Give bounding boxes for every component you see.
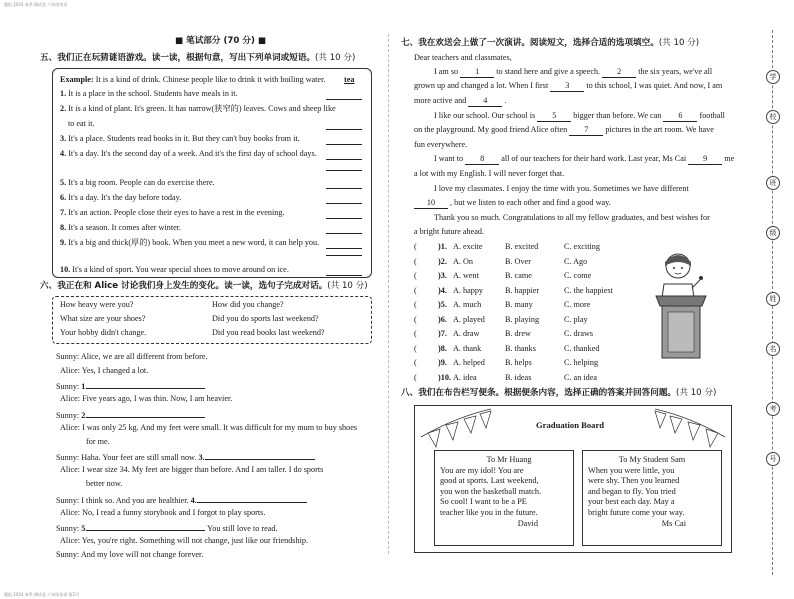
dialogue-answer-blank[interactable] (87, 409, 205, 418)
choice-b[interactable]: B. drew (505, 329, 531, 338)
answer-blank-10[interactable] (326, 266, 362, 276)
passage-blank[interactable]: 7 (569, 125, 603, 136)
s5-item-text: It's a day. It's the day before today. (68, 193, 182, 202)
passage-line (434, 184, 689, 194)
s5-item (60, 238, 319, 248)
dialogue-line (60, 423, 357, 433)
s5-item-text: It is a place in the school. Students have meals in it. (68, 89, 238, 98)
speaker-name: Sunny: (56, 550, 80, 559)
passage-text: football (699, 111, 725, 120)
answer-paren[interactable]: ( (414, 257, 417, 266)
choice-c[interactable]: C. more (564, 300, 591, 309)
dialogue-line (56, 550, 203, 560)
s5-item-number: 5. (60, 178, 67, 187)
example-line: Example: It is a kind of drink. Chinese people like to drink it with boiling water. (60, 75, 326, 84)
answer-paren[interactable]: ( (414, 271, 417, 280)
choice-b[interactable]: B. excited (505, 242, 539, 251)
passage-text: more active and (414, 96, 467, 105)
passage-blank[interactable]: 10 (414, 198, 448, 209)
choice-b[interactable]: B. came (505, 271, 532, 280)
dialogue-answer-blank[interactable] (87, 522, 205, 531)
binding-label: 考 (766, 402, 780, 416)
speaker-name: Alice: (60, 394, 81, 403)
s5-item (60, 134, 300, 144)
speaker-name: Alice: (60, 423, 81, 432)
dialogue-line (60, 465, 323, 475)
dialogue-text: Haha. Your feet are still small now. (81, 453, 197, 462)
dialogue-text: I think so. And you are healthier. (81, 496, 189, 505)
passage-text: bigger than before. We can (573, 111, 662, 120)
s5-item-text: It's a season. It comes after winter. (68, 223, 182, 232)
note1-body-line: good at sports. Last weekend, (440, 476, 539, 486)
s5-item-text: It is a kind of plant. It's green. It has narrow(狭窄的) leaves. Cows and sheep like (68, 104, 336, 113)
s5-item (60, 208, 285, 218)
dialogue-text: Alice, we are all different from before. (80, 352, 208, 361)
s5-item-number: 3. (60, 134, 67, 143)
choice-c[interactable]: C. come (564, 271, 592, 280)
option-sentence[interactable]: How did you change? (212, 300, 284, 309)
dialogue-text: I wear size 34. My feet are bigger than before. And I am taller. I do sports (82, 465, 324, 474)
choice-b[interactable]: B. Over (505, 257, 531, 266)
passage-blank[interactable]: 2 (602, 67, 636, 78)
choice-c[interactable]: C. an idea (564, 373, 597, 382)
s5-item-text: It's a big room. People can do exercise there. (68, 178, 215, 187)
passage-text: I like our school. Our school is (434, 111, 536, 120)
dialogue-line (86, 479, 122, 489)
s5-item-number: 6. (60, 193, 67, 202)
note1-body-line: teacher like you in the future. (440, 508, 538, 518)
dialogue-text: Yes, you're right. Something will not change, just like our friendship. (81, 536, 308, 545)
answer-blank-5[interactable] (326, 179, 362, 189)
note1-body-line: you won the basketball match. (440, 486, 542, 496)
note2-body-line: When you were little, you (588, 465, 675, 475)
section6-heading: 六、我正在和 Alice 讨论我们身上发生的变化。读一读，选句子完成对话。(共 10 分) (40, 281, 368, 291)
passage-text: all of our teachers for their hard work. Last year, Ms Cai (501, 154, 687, 163)
s5-item-text: It's a kind of sport. You wear special shoes to move around on ice. (72, 265, 289, 274)
passage-line (414, 140, 467, 150)
s5-item-number: 4. (60, 149, 67, 158)
dialogue-answer-blank[interactable] (87, 380, 205, 389)
passage-line (434, 111, 725, 122)
passage-line (414, 125, 714, 136)
s5-item (60, 265, 289, 275)
choice-a[interactable]: A. excite (453, 242, 483, 251)
answer-paren[interactable]: ( (414, 286, 417, 295)
dialogue-line (60, 508, 265, 518)
answer-paren[interactable]: ( (414, 242, 417, 251)
s5-item-text: to eat it. (68, 119, 95, 128)
answer-paren[interactable]: ( (414, 329, 417, 338)
note2-to: To My Student Sam (618, 455, 686, 464)
passage-blank[interactable]: 3 (550, 81, 584, 92)
option-sentence[interactable]: Did you read books last weekend? (212, 328, 325, 337)
passage-text: I love my classmates. I enjoy the time with you. Sometimes we have different (434, 184, 689, 193)
answer-blank-4[interactable] (326, 150, 362, 160)
choice-b[interactable]: B. ideas (505, 373, 532, 382)
dialogue-text: And my love will not change forever. (80, 550, 204, 559)
passage-text: Thank you so much. Congratulations to all my fellow graduates, and best wishes for (434, 213, 710, 222)
s5-item-number: 1. (60, 89, 67, 98)
choice-c[interactable]: C. play (564, 315, 588, 324)
dialogue-line (56, 380, 205, 392)
s5-item (60, 223, 181, 233)
s5-item-number: 7. (60, 208, 67, 217)
choice-c[interactable]: C. Ago (564, 257, 588, 266)
choice-a[interactable]: A. draw (453, 329, 480, 338)
binding-label: 校 (766, 110, 780, 124)
option-sentence[interactable]: How heavy were you? (60, 300, 134, 309)
binding-strip (762, 30, 784, 575)
s5-item-text: It's a big and thick(厚的) book. When you meet a new word, it can help you. (68, 238, 320, 247)
note1-body-line: So cool! I want to be a PE (440, 497, 527, 507)
choice-b[interactable]: B. playing (505, 315, 540, 324)
answer-blank-2[interactable] (326, 120, 362, 130)
blank-number: 4. (190, 496, 197, 505)
note2-body-line: bright future come your way. (588, 508, 685, 518)
passage-line (434, 154, 734, 165)
speaker-name: Alice: (60, 366, 81, 375)
passage-line (414, 169, 564, 179)
choice-number: )6. (438, 315, 447, 324)
dialogue-answer-blank[interactable] (205, 451, 315, 460)
choice-c[interactable]: C. thanked (564, 344, 600, 353)
speaker-name: Alice: (60, 508, 81, 517)
section8-heading: 八、我们在布告栏写便条。根据便条内容，选择正确的答案并回答问题。(共 10 分) (401, 388, 717, 398)
speaker-name: Sunny: (56, 496, 80, 505)
s5-item-text: It's a day. It's the second day of a week. And it's the first day of school days. (68, 149, 317, 158)
speaker-name: Sunny: (56, 524, 80, 533)
s5-item (60, 178, 215, 188)
s5-item (60, 193, 181, 203)
passage-blank[interactable]: 1 (460, 67, 494, 78)
binding-label: 姓 (766, 292, 780, 306)
choice-b[interactable]: B. happier (505, 286, 540, 295)
note2-from: Ms Cai (661, 518, 686, 528)
note1-to: To Mr Huang (486, 455, 532, 464)
dialogue-text: You still love to read. (207, 524, 278, 533)
passage-text: on the playground. My good friend Alice often (414, 125, 568, 134)
center-divider (388, 34, 389, 554)
dialogue-line (60, 394, 232, 404)
s5-item (60, 89, 238, 99)
choice-number: )5. (438, 300, 447, 309)
passage-line (414, 81, 722, 92)
greeting: Dear teachers and classmates, (414, 53, 512, 62)
choice-b[interactable]: B. thanks (505, 344, 536, 353)
blank-number: 2. (81, 411, 88, 420)
choice-b[interactable]: B. many (505, 300, 533, 309)
note-to-mr-huang (434, 450, 574, 546)
choice-number: )9. (438, 358, 447, 367)
dialogue-text: better now. (86, 479, 123, 488)
choice-number: )4. (438, 286, 447, 295)
choice-number: )8. (438, 344, 447, 353)
dialogue-line (56, 409, 205, 421)
speaker-name: Sunny: (56, 382, 80, 391)
section5-heading: 五、我们正在玩猜谜语游戏。读一读，根据句意，写出下列单词或短语。(共 10 分) (40, 53, 356, 63)
passage-blank[interactable]: 8 (465, 154, 499, 165)
passage-line (434, 213, 710, 223)
blank-number: 1. (81, 382, 88, 391)
option-sentence[interactable]: Your hobby didn't change. (60, 328, 147, 337)
answer-paren[interactable]: ( (414, 358, 417, 367)
answer-blank-6[interactable] (326, 194, 362, 204)
dialogue-line (60, 366, 148, 376)
choice-number: )10. (438, 373, 451, 382)
dialogue-line (56, 451, 315, 463)
binding-label: 班 (766, 176, 780, 190)
passage-text: grown up and changed a lot. When I first (414, 81, 549, 90)
s5-item-text: It's a place. Students read books in it. But they can't buy books from it. (68, 134, 300, 143)
note2-body-line: your best each day. May a (588, 497, 675, 507)
speaker-name: Sunny: (56, 411, 80, 420)
passage-text: , but we listen to each other and find a good way. (450, 198, 611, 207)
dialogue-line (86, 437, 110, 447)
choice-c[interactable]: C. the happiest (564, 286, 613, 295)
choice-a[interactable]: A. thank (453, 344, 482, 353)
choice-a[interactable]: A. happy (453, 286, 484, 295)
answer-blank-3[interactable] (326, 135, 362, 145)
s5-item (60, 149, 317, 159)
dialogue-line (56, 522, 278, 534)
dialogue-line (60, 536, 308, 546)
s5-item-number: 8. (60, 223, 67, 232)
choice-a[interactable]: A. On (453, 257, 474, 266)
s5-item-number: 10. (60, 265, 71, 274)
choice-a[interactable]: A. idea (453, 373, 477, 382)
passage-blank[interactable]: 4 (468, 96, 502, 107)
dialogue-line (56, 352, 208, 362)
passage-blank[interactable]: 6 (663, 111, 697, 122)
passage-text: I am so (434, 67, 459, 76)
s5-item (68, 119, 95, 129)
binding-label: 号 (766, 452, 780, 466)
choice-a[interactable]: A. played (453, 315, 485, 324)
passage-text: fun everywhere. (414, 140, 468, 149)
answer-blank-0[interactable] (326, 90, 362, 100)
passage-text: to this school, I was quiet. And now, I am (586, 81, 723, 90)
choice-b[interactable]: B. helps (505, 358, 532, 367)
passage-line (414, 227, 484, 237)
speaker-name: Sunny: (56, 352, 80, 361)
speaker-illustration (648, 250, 718, 362)
passage-text: a bright future ahead. (414, 227, 485, 236)
option-sentence[interactable]: Did you do sports last weekend? (212, 314, 319, 323)
passage-text: . (504, 96, 507, 105)
binding-label: 学 (766, 70, 780, 84)
choice-a[interactable]: A. helped (453, 358, 485, 367)
choice-number: )2. (438, 257, 447, 266)
top-header: 题组 2024 春季 测试卷 六年级英语 (4, 2, 68, 7)
s5-item-number: 9. (60, 238, 67, 247)
footer: 题组 2024 春季 测试卷 六年级英语 第2页 (4, 592, 80, 597)
example-answer: tea (344, 75, 355, 84)
dialogue-text: Yes, I changed a lot. (81, 366, 149, 375)
board-title: Graduation Board (536, 420, 605, 430)
answer-paren[interactable]: ( (414, 344, 417, 353)
option-sentence[interactable]: What size are your shoes? (60, 314, 146, 323)
note1-from: David (517, 518, 538, 528)
choice-number: )7. (438, 329, 447, 338)
passage-line (414, 198, 611, 209)
binding-label: 级 (766, 226, 780, 240)
blank-number: 5. (81, 524, 88, 533)
note2-body-line: and began to fly. You tried (588, 486, 676, 496)
s5-item-text: It's an action. People close their eyes to have a rest in the evening. (68, 208, 285, 217)
binding-label: 名 (766, 342, 780, 356)
note2-body-line: were shy. Then you learned (588, 476, 680, 486)
dialogue-text: Five years ago, I was thin. Now, I am heavier. (82, 394, 233, 403)
answer-blank-extra[interactable] (326, 246, 362, 256)
speaker-name: Alice: (60, 536, 81, 545)
note-to-sam (582, 450, 722, 546)
section7-heading: 七、我在欢送会上做了一次演讲。阅读短文，选择合适的选项填空。(共 10 分) (401, 38, 700, 48)
note1-body-line: You are my idol! You are (440, 465, 524, 475)
section-title: ■ 笔试部分 (70 分) ■ (175, 36, 267, 46)
dialogue-line (56, 494, 307, 506)
answer-paren[interactable]: ( (414, 373, 417, 382)
speaker-name: Alice: (60, 465, 81, 474)
choice-a[interactable]: A. went (453, 271, 479, 280)
passage-text: I want to (434, 154, 464, 163)
choice-a[interactable]: A. much (453, 300, 482, 309)
answer-paren[interactable]: ( (414, 315, 417, 324)
blank-number: 3. (198, 453, 205, 462)
s5-item-number: 2. (60, 104, 67, 113)
passage-text: me (724, 154, 735, 163)
dialogue-text: I was only 25 kg. And my feet were small. It was difficult for my mum to buy shoes (82, 423, 358, 432)
dialogue-text: No, I read a funny storybook and I forgot to play sports. (82, 508, 266, 517)
passage-line (414, 96, 506, 107)
passage-line (434, 67, 712, 78)
passage-text: a lot with my English. I will never forget that. (414, 169, 565, 178)
choice-c[interactable]: C. draws (564, 329, 594, 338)
choice-number: )1. (438, 242, 447, 251)
s5-item (60, 104, 336, 114)
answer-blank-7[interactable] (326, 209, 362, 219)
answer-blank-8[interactable] (326, 224, 362, 234)
choice-c[interactable]: C. exciting (564, 242, 600, 251)
passage-blank[interactable]: 5 (537, 111, 571, 122)
choice-number: )3. (438, 271, 447, 280)
dialogue-text: for me. (86, 437, 110, 446)
choice-c[interactable]: C. helping (564, 358, 599, 367)
speaker-name: Sunny: (56, 453, 80, 462)
passage-blank[interactable]: 9 (688, 154, 722, 165)
answer-blank-extra[interactable] (326, 161, 362, 171)
answer-paren[interactable]: ( (414, 300, 417, 309)
passage-text: to stand here and give a speech. (496, 67, 601, 76)
passage-text: pictures in the art room. We have (605, 125, 714, 134)
passage-text: the six years, we've all (638, 67, 713, 76)
dialogue-answer-blank[interactable] (197, 494, 307, 503)
